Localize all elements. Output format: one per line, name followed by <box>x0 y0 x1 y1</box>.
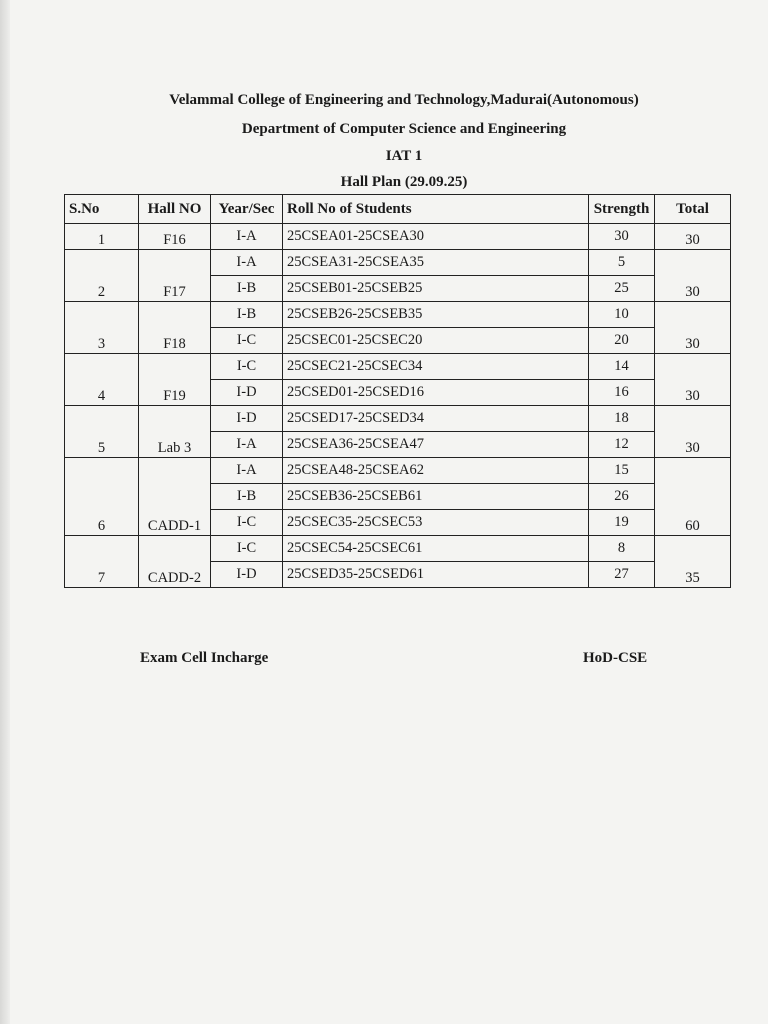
year-sec-cell: I-C <box>211 354 283 380</box>
total-cell: 60 <box>655 458 731 536</box>
year-sec-cell: I-C <box>211 536 283 562</box>
roll-range-cell: 25CSEA36-25CSEA47 <box>283 432 589 458</box>
column-header: Hall NO <box>139 195 211 224</box>
roll-range-cell: 25CSEC01-25CSEC20 <box>283 328 589 354</box>
column-header: Year/Sec <box>211 195 283 224</box>
sno-cell: 5 <box>65 406 139 458</box>
roll-range-cell: 25CSED35-25CSED61 <box>283 562 589 588</box>
strength-cell: 16 <box>589 380 655 406</box>
hall-cell: F17 <box>139 250 211 302</box>
roll-range-cell: 25CSED01-25CSED16 <box>283 380 589 406</box>
strength-cell: 20 <box>589 328 655 354</box>
column-header: S.No <box>65 195 139 224</box>
column-header: Roll No of Students <box>283 195 589 224</box>
hall-cell: F16 <box>139 224 211 250</box>
strength-cell: 26 <box>589 484 655 510</box>
year-sec-cell: I-B <box>211 484 283 510</box>
total-cell: 30 <box>655 354 731 406</box>
year-sec-cell: I-C <box>211 510 283 536</box>
strength-cell: 27 <box>589 562 655 588</box>
strength-cell: 5 <box>589 250 655 276</box>
year-sec-cell: I-A <box>211 250 283 276</box>
hall-plan-title: Hall Plan (29.09.25) <box>340 174 468 190</box>
strength-cell: 8 <box>589 536 655 562</box>
total-cell: 30 <box>655 224 731 250</box>
roll-range-cell: 25CSEC54-25CSEC61 <box>283 536 589 562</box>
strength-cell: 19 <box>589 510 655 536</box>
roll-range-cell: 25CSEA31-25CSEA35 <box>283 250 589 276</box>
sno-cell: 6 <box>65 458 139 536</box>
exam-cell-signature: Exam Cell Incharge <box>140 650 269 666</box>
department-title: Department of Computer Science and Engineering <box>241 121 567 137</box>
roll-range-cell: 25CSEC21-25CSEC34 <box>283 354 589 380</box>
table-row <box>65 224 731 250</box>
year-sec-cell: I-B <box>211 302 283 328</box>
year-sec-cell: I-A <box>211 224 283 250</box>
strength-cell: 10 <box>589 302 655 328</box>
strength-cell: 15 <box>589 458 655 484</box>
total-cell: 30 <box>655 406 731 458</box>
hall-cell: Lab 3 <box>139 406 211 458</box>
exam-title: IAT 1 <box>385 148 423 164</box>
sno-cell: 1 <box>65 224 139 250</box>
table-row <box>65 250 731 276</box>
strength-cell: 25 <box>589 276 655 302</box>
college-title: Velammal College of Engineering and Technology,Madurai(Autonomous) <box>169 92 639 108</box>
table-row <box>65 536 731 562</box>
hall-cell: CADD-1 <box>139 458 211 536</box>
table-row <box>65 354 731 380</box>
column-header: Strength <box>589 195 655 224</box>
strength-cell: 18 <box>589 406 655 432</box>
year-sec-cell: I-D <box>211 380 283 406</box>
year-sec-cell: I-A <box>211 458 283 484</box>
roll-range-cell: 25CSEA01-25CSEA30 <box>283 224 589 250</box>
sno-cell: 7 <box>65 536 139 588</box>
roll-range-cell: 25CSEB36-25CSEB61 <box>283 484 589 510</box>
year-sec-cell: I-C <box>211 328 283 354</box>
hod-signature: HoD-CSE <box>583 650 648 666</box>
total-cell: 35 <box>655 536 731 588</box>
roll-range-cell: 25CSEB26-25CSEB35 <box>283 302 589 328</box>
strength-cell: 14 <box>589 354 655 380</box>
sno-cell: 4 <box>65 354 139 406</box>
roll-range-cell: 25CSED17-25CSED34 <box>283 406 589 432</box>
table-header-row <box>65 195 731 224</box>
sno-cell: 3 <box>65 302 139 354</box>
sno-cell: 2 <box>65 250 139 302</box>
roll-range-cell: 25CSEC35-25CSEC53 <box>283 510 589 536</box>
hall-cell: CADD-2 <box>139 536 211 588</box>
table-body <box>65 224 731 588</box>
table-row <box>65 458 731 484</box>
year-sec-cell: I-B <box>211 276 283 302</box>
hall-cell: F19 <box>139 354 211 406</box>
year-sec-cell: I-D <box>211 562 283 588</box>
strength-cell: 12 <box>589 432 655 458</box>
roll-range-cell: 25CSEA48-25CSEA62 <box>283 458 589 484</box>
year-sec-cell: I-D <box>211 406 283 432</box>
roll-range-cell: 25CSEB01-25CSEB25 <box>283 276 589 302</box>
page-edge <box>0 0 10 1024</box>
strength-cell: 30 <box>589 224 655 250</box>
year-sec-cell: I-A <box>211 432 283 458</box>
table-row <box>65 406 731 432</box>
hall-cell: F18 <box>139 302 211 354</box>
hall-plan-table <box>64 194 731 588</box>
total-cell: 30 <box>655 250 731 302</box>
total-cell: 30 <box>655 302 731 354</box>
column-header: Total <box>655 195 731 224</box>
table-row <box>65 302 731 328</box>
